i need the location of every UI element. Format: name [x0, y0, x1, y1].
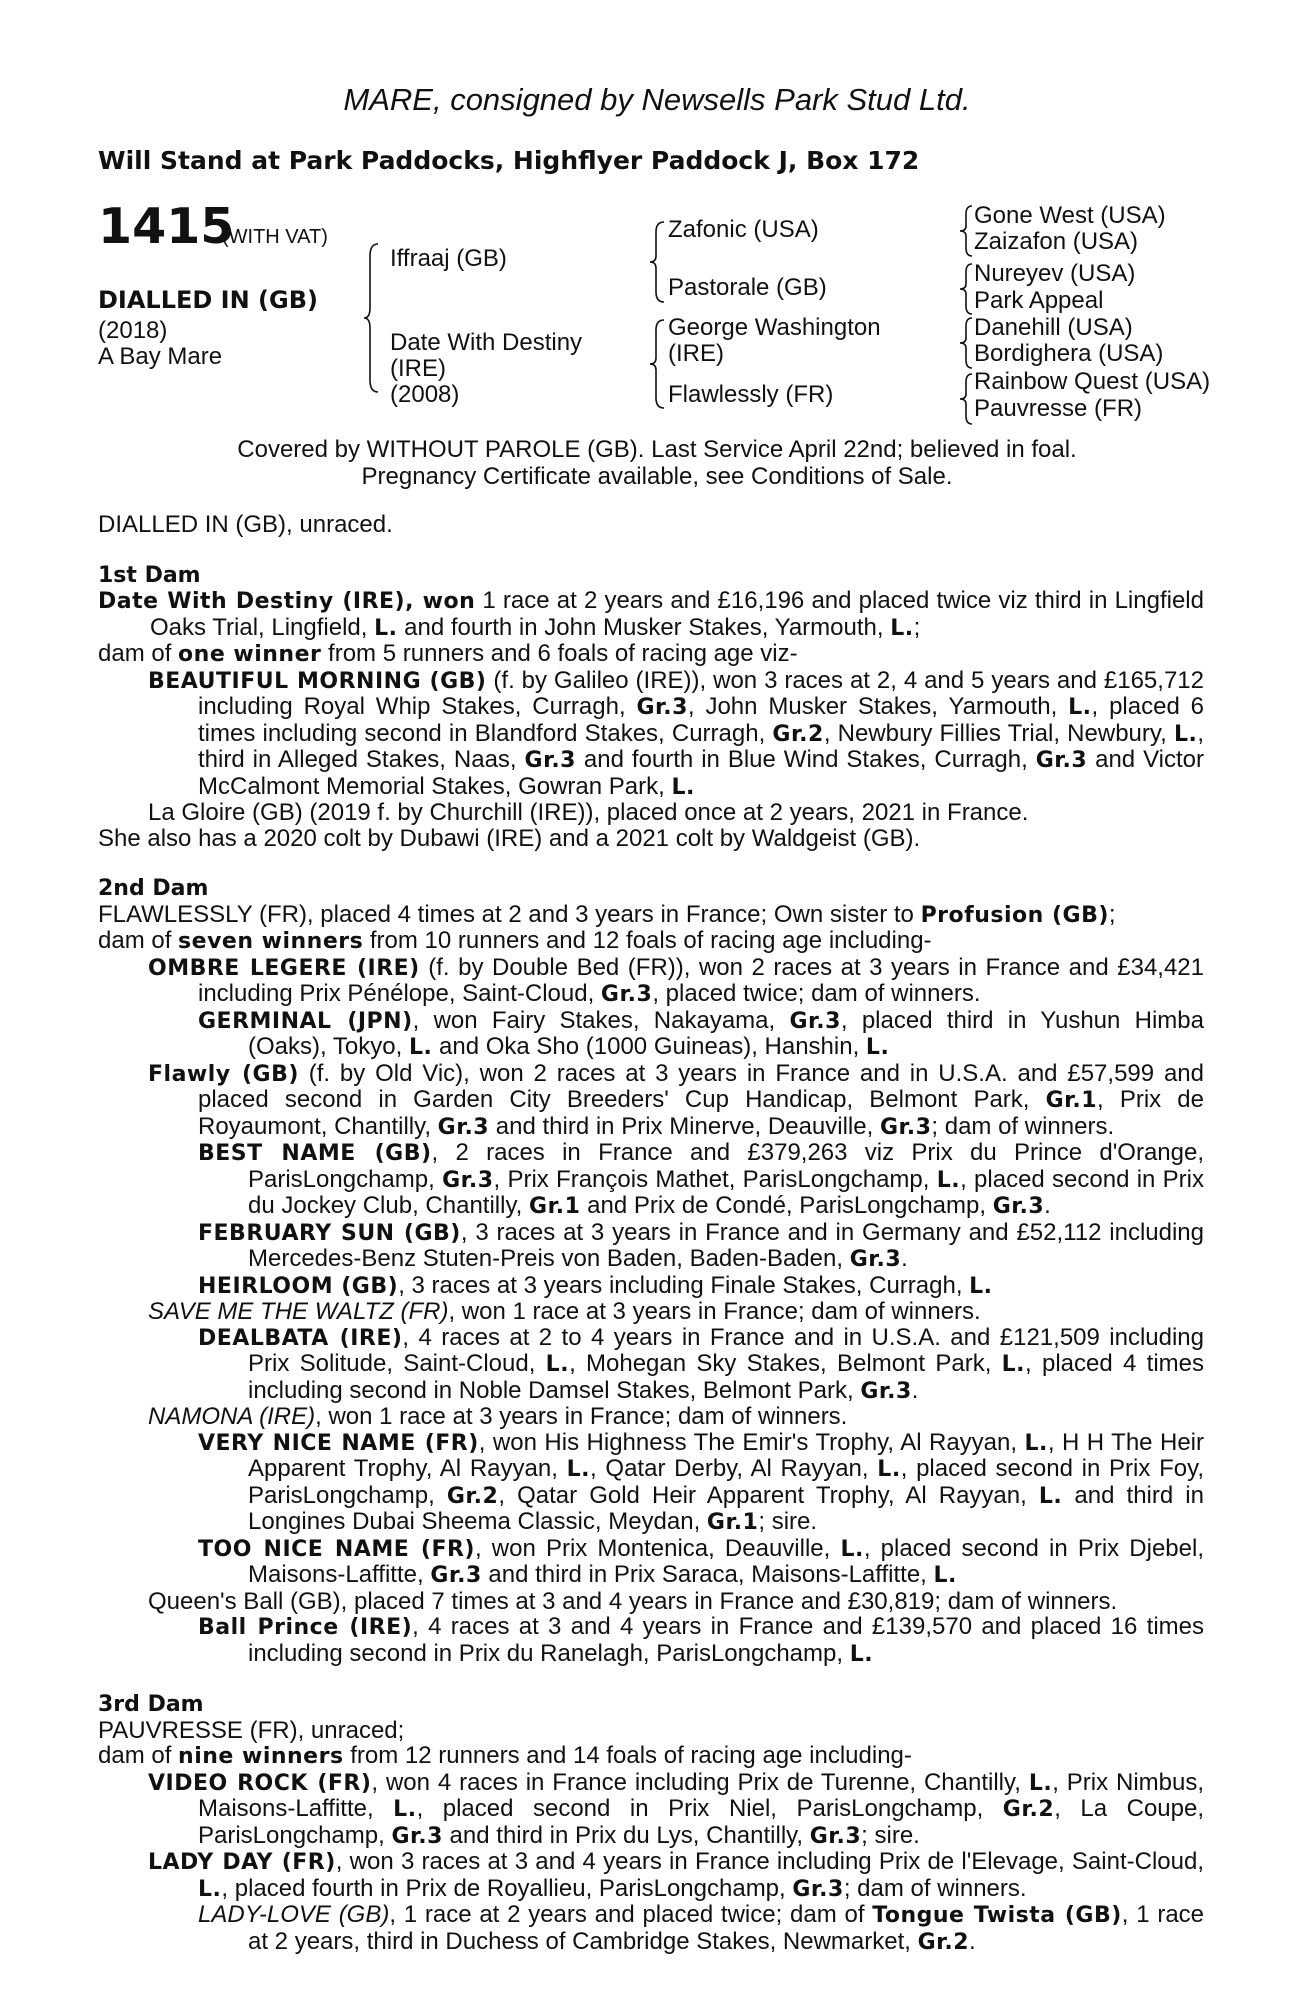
produce-entry: VERY NICE NAME (FR), won His Highness The Emir's Trophy, Al Rayyan, L., H H The Heir Apparent Trophy, Al Rayyan, L., Qatar Derby, Al Rayyan, L., placed second in Prix Foy, ParisLongchamp, Gr.2, Qatar Gold Heir Apparent Trophy, Al Rayyan, L. and third in Longines Dubai Sheema Classic, Meydan, Gr.1; sire. — [198, 1428, 1204, 1535]
second-dam-heading: 2nd Dam — [98, 876, 209, 901]
produce-entry: FEBRUARY SUN (GB), 3 races at 3 years in France and in Germany and £52,112 including Mercedes-Benz Stuten-Preis von Baden, Baden-Baden, Gr.3. — [198, 1218, 1204, 1272]
produce-entry: GERMINAL (JPN), won Fairy Stakes, Nakayama, Gr.3, placed third in Yushun Himba (Oaks), Tokyo, L. and Oka Sho (1000 Guineas), Hanshin, L. — [198, 1006, 1204, 1060]
pedigree-sire-sire: Zafonic (USA) — [668, 216, 819, 243]
produce-entry: VIDEO ROCK (FR), won 4 races in France including Prix de Turenne, Chantilly, L., Prix Nimbus, Maisons-Laffitte, L., placed second in Prix Niel, ParisLongchamp, Gr.2, La Coupe, ParisLongchamp, Gr.3 and third in Prix du Lys, Chantilly, Gr.3; sire. — [148, 1768, 1205, 1849]
produce-entry: LADY DAY (FR), won 3 races at 3 and 4 years in France including Prix de l'Elevage, Saint-Cloud, L., placed fourth in Prix de Royallieu, ParisLongchamp, Gr.3; dam of winners. — [148, 1848, 1204, 1902]
pedigree-brace-3 — [648, 318, 668, 410]
pedigree-sire: Iffraaj (GB) — [390, 245, 507, 272]
third-dam-entry: PAUVRESSE (FR), unraced; — [98, 1716, 405, 1744]
pedigree-dam-sire-2: (IRE) — [668, 340, 724, 367]
pedigree-dsd: Bordighera (USA) — [974, 340, 1164, 367]
lot-number: 1415 — [98, 198, 235, 255]
pedigree-dam-sire-1: George Washington — [668, 314, 881, 341]
produce-entry: Ball Prince (IRE), 4 races at 3 and 4 years in France and £139,570 and placed 16 times including second in Prix du Ranelagh, ParisLongchamp, L. — [198, 1613, 1205, 1667]
third-dam-heading: 3rd Dam — [98, 1692, 204, 1717]
pedigree-sss: Gone West (USA) — [974, 202, 1166, 229]
covered-note — [0, 437, 1314, 491]
pedigree-dss: Danehill (USA) — [974, 314, 1133, 341]
horse-year: (2018) — [98, 317, 168, 344]
horse-name: Date With Destiny (IRE) — [98, 589, 406, 614]
pedigree-sdd: Park Appeal — [974, 287, 1104, 314]
produce-entry: Queen's Ball (GB), placed 7 times at 3 and 4 years in France and £30,819; dam of winners. — [148, 1587, 1118, 1615]
produce-entry: NAMONA (IRE), won 1 race at 3 years in France; dam of winners. — [148, 1403, 848, 1430]
pedigree-dds: Rainbow Quest (USA) — [974, 368, 1211, 395]
pedigree-dam-1: Date With Destiny — [390, 329, 583, 356]
covered-line-1: Covered by WITHOUT PAROLE (GB). Last Service April 22nd; believed in foal. — [237, 436, 1077, 463]
horse-description: A Bay Mare — [98, 343, 223, 370]
horse-name: DIALLED IN (GB) — [98, 286, 318, 314]
vat-note: (WITH VAT) — [222, 226, 328, 248]
produce-entry: TOO NICE NAME (FR), won Prix Montenica, Deauville, L., placed second in Prix Djebel, Maisons-Laffitte, Gr.3 and third in Prix Saraca, Maisons-Laffitte, L. — [198, 1534, 1204, 1588]
race-summary: DIALLED IN (GB), unraced. — [98, 511, 393, 538]
produce-entry: La Gloire (GB) (2019 f. by Churchill (IRE)), placed once at 2 years, 2021 in France. — [148, 799, 1029, 826]
first-dam-heading: 1st Dam — [98, 562, 201, 588]
pedigree-dam-dam: Flawlessly (FR) — [668, 381, 834, 408]
page-title: MARE, consigned by Newsells Park Stud Ltd. — [343, 82, 971, 117]
pedigree-dam-3: (2008) — [390, 381, 460, 408]
produce-note: She also has a 2020 colt by Dubawi (IRE) and a 2021 colt by Waldgeist (GB). — [98, 824, 921, 852]
second-dam-entry: FLAWLESSLY (FR), placed 4 times at 2 and 3 years in France; Own sister to Profusion (GB); — [98, 900, 1116, 928]
first-dam-entry: Date With Destiny (IRE), won 1 race at 2 years and £16,196 and placed twice viz third in Lingfield Oaks Trial, Lingfield, L. and fourth in John Musker Stakes, Yarmouth, L.; — [98, 587, 1204, 641]
produce-entry: HEIRLOOM (GB), 3 races at 3 years including Finale Stakes, Curragh, L. — [198, 1271, 993, 1299]
produce-entry: Flawly (GB) (f. by Old Vic), won 2 races at 3 years in France and in U.S.A. and £57,599 and placed second in Garden City Breeders' Cup Handicap, Belmont Park, Gr.1, Prix de Royaumont, Chantilly, Gr.3 and third in Prix Minerve, Deauville, Gr.3; dam of winners. — [148, 1059, 1205, 1140]
stand-location: Will Stand at Park Paddocks, Highflyer Paddock J, Box 172 — [98, 146, 920, 175]
produce-entry: DEALBATA (IRE), 4 races at 2 to 4 years in France and in U.S.A. and £121,509 including Prix Solitude, Saint-Cloud, L., Mohegan Sky Stakes, Belmont Park, L., placed 4 times including second in Noble Damsel Stakes, Belmont Park, Gr.3. — [198, 1323, 1205, 1404]
pedigree-dam-2: (IRE) — [390, 355, 446, 382]
first-dam-produce: dam of one winner from 5 runners and 6 foals of racing age viz- — [98, 640, 798, 667]
pedigree-sds: Nureyev (USA) — [974, 260, 1136, 287]
third-dam-produce: dam of nine winners from 12 runners and 14 foals of racing age including- — [98, 1742, 912, 1769]
pedigree-ddd: Pauvresse (FR) — [974, 395, 1143, 422]
produce-entry: BEAUTIFUL MORNING (GB) (f. by Galileo (IRE)), won 3 races at 2, 4 and 5 years and £165,712 including Royal Whip Stakes, Curragh, Gr.3, John Musker Stakes, Yarmouth, L., placed 6 times including second in Blandford Stakes, Curragh, Gr.2, Newbury Fillies Trial, Newbury, L., third in Alleged Stakes, Naas, Gr.3 and fourth in Blue Wind Stakes, Curragh, Gr.3 and Victor McCalmont Memorial Stakes, Gowran Park, L. — [148, 666, 1205, 800]
produce-entry: OMBRE LEGERE (IRE) (f. by Double Bed (FR)), won 2 races at 3 years in France and £34,421 including Prix Pénélope, Saint-Cloud, Gr.3, placed twice; dam of winners. — [148, 953, 1204, 1007]
catalogue-body — [98, 512, 1204, 1955]
produce-entry: SAVE ME THE WALTZ (FR), won 1 race at 3 years in France; dam of winners. — [148, 1298, 981, 1325]
pedigree-ssd: Zaizafon (USA) — [974, 228, 1139, 255]
won-label: , won — [405, 589, 476, 614]
produce-entry: LADY-LOVE (GB), 1 race at 2 years and placed twice; dam of Tongue Twista (GB), 1 race at 2 years, third in Duchess of Cambridge Stakes, Newmarket, Gr.2. — [198, 1901, 1205, 1955]
pedigree-brace-2 — [648, 220, 668, 304]
pedigree-sire-dam: Pastorale (GB) — [668, 274, 827, 301]
second-dam-produce: dam of seven winners from 10 runners and 12 foals of racing age including- — [98, 927, 932, 954]
pedigree-brace-1 — [362, 242, 384, 394]
produce-entry: BEST NAME (GB), 2 races in France and £379,263 viz Prix du Prince d'Orange, ParisLongchamp, Gr.3, Prix François Mathet, ParisLongchamp, L., placed second in Prix du Jockey Club, Chantilly, Gr.1 and Prix de Condé, ParisLongchamp, Gr.3. — [198, 1139, 1204, 1219]
covered-line-2: Pregnancy Certificate available, see Conditions of Sale. — [361, 462, 953, 490]
